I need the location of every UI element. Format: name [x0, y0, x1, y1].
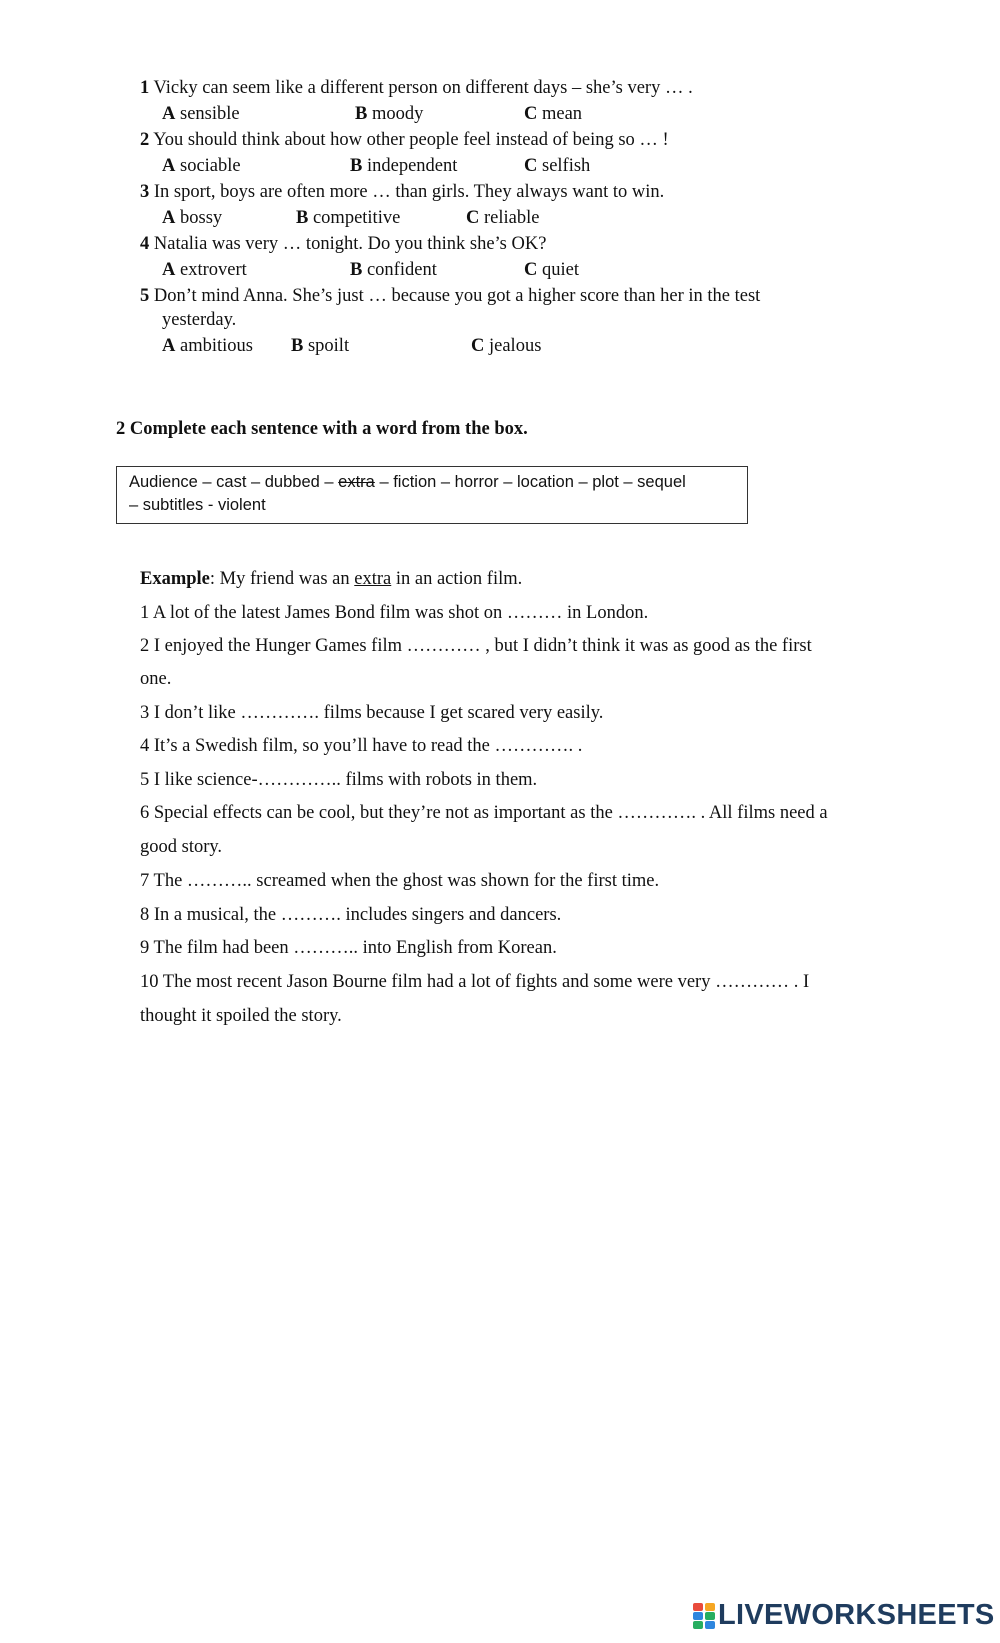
option-c[interactable]: C mean	[524, 104, 583, 124]
option-b[interactable]: B competitive	[296, 208, 401, 228]
word-box-line-1: Audience – cast – dubbed – extra – fiction – horror – location – plot – sequel	[129, 473, 686, 491]
sentence-3[interactable]: 3 I don’t like …………. films because I get scared very easily.	[140, 703, 604, 723]
question-number: 4	[140, 234, 150, 254]
option-b[interactable]: B moody	[355, 104, 424, 124]
option-a[interactable]: A ambitious	[162, 336, 253, 356]
question-text-continued: yesterday.	[162, 310, 237, 330]
question-number: 2	[140, 130, 150, 150]
sentence-7[interactable]: 7 The ……….. screamed when the ghost was shown for the first time.	[140, 871, 660, 891]
question-text: Natalia was very … tonight. Do you think she’s OK?	[149, 234, 547, 254]
option-a[interactable]: A bossy	[162, 208, 223, 228]
example-label: Example	[140, 569, 210, 589]
sentence-4[interactable]: 4 It’s a Swedish film, so you’ll have to read the …………. .	[140, 736, 583, 756]
question-3	[140, 182, 664, 203]
word-box	[116, 466, 748, 524]
option-b[interactable]: B spoilt	[291, 336, 350, 356]
question-number: 3	[140, 182, 150, 202]
option-c[interactable]: C selfish	[524, 156, 591, 176]
question-5	[140, 286, 760, 307]
question-number: 5	[140, 286, 150, 306]
option-a[interactable]: A extrovert	[162, 260, 247, 280]
option-a[interactable]: A sensible	[162, 104, 240, 124]
sentence-9[interactable]: 9 The film had been ……….. into English from Korean.	[140, 938, 557, 958]
sentence-10-continued: thought it spoiled the story.	[140, 1006, 342, 1026]
word-box-line-2: – subtitles - violent	[129, 496, 266, 514]
sentence-6[interactable]: 6 Special effects can be cool, but they’re not as important as the …………. . All films need a	[140, 803, 828, 823]
option-b[interactable]: B confident	[350, 260, 437, 280]
sentence-2[interactable]: 2 I enjoyed the Hunger Games film ………… , but I didn’t think it was as good as the first	[140, 636, 812, 656]
struck-word: extra	[338, 473, 375, 491]
liveworksheets-logo-icon	[693, 1601, 715, 1629]
option-c[interactable]: C quiet	[524, 260, 579, 280]
option-b[interactable]: B independent	[350, 156, 458, 176]
question-4	[140, 234, 546, 255]
option-a[interactable]: A sociable	[162, 156, 241, 176]
option-c[interactable]: C reliable	[466, 208, 540, 228]
sentence-8[interactable]: 8 In a musical, the ………. includes singers and dancers.	[140, 905, 562, 925]
question-number: 1	[140, 78, 150, 98]
example-sentence: Example: My friend was an extra in an action film.	[140, 569, 523, 589]
question-text: You should think about how other people feel instead of being so … !	[149, 130, 669, 150]
sentence-5[interactable]: 5 I like science-………….. films with robots in them.	[140, 770, 538, 790]
liveworksheets-logo	[693, 1600, 995, 1630]
question-2	[140, 130, 669, 151]
sentence-10[interactable]: 10 The most recent Jason Bourne film had a lot of fights and some were very ………… . I	[140, 972, 810, 992]
logo-text: LIVEWORKSHEETS	[718, 1598, 995, 1631]
question-text: Vicky can seem like a different person on different days – she’s very … .	[149, 78, 693, 98]
question-text: Don’t mind Anna. She’s just … because you got a higher score than her in the test	[149, 286, 761, 306]
sentence-2-continued: one.	[140, 669, 172, 689]
sentence-6-continued: good story.	[140, 837, 223, 857]
option-c[interactable]: C jealous	[471, 336, 542, 356]
section-2-title: 2 Complete each sentence with a word from the box.	[116, 419, 528, 439]
example-answer: extra	[354, 569, 392, 589]
question-1	[140, 78, 693, 99]
sentence-1[interactable]: 1 A lot of the latest James Bond film was shot on ……… in London.	[140, 603, 649, 623]
question-text: In sport, boys are often more … than girls. They always want to win.	[149, 182, 665, 202]
